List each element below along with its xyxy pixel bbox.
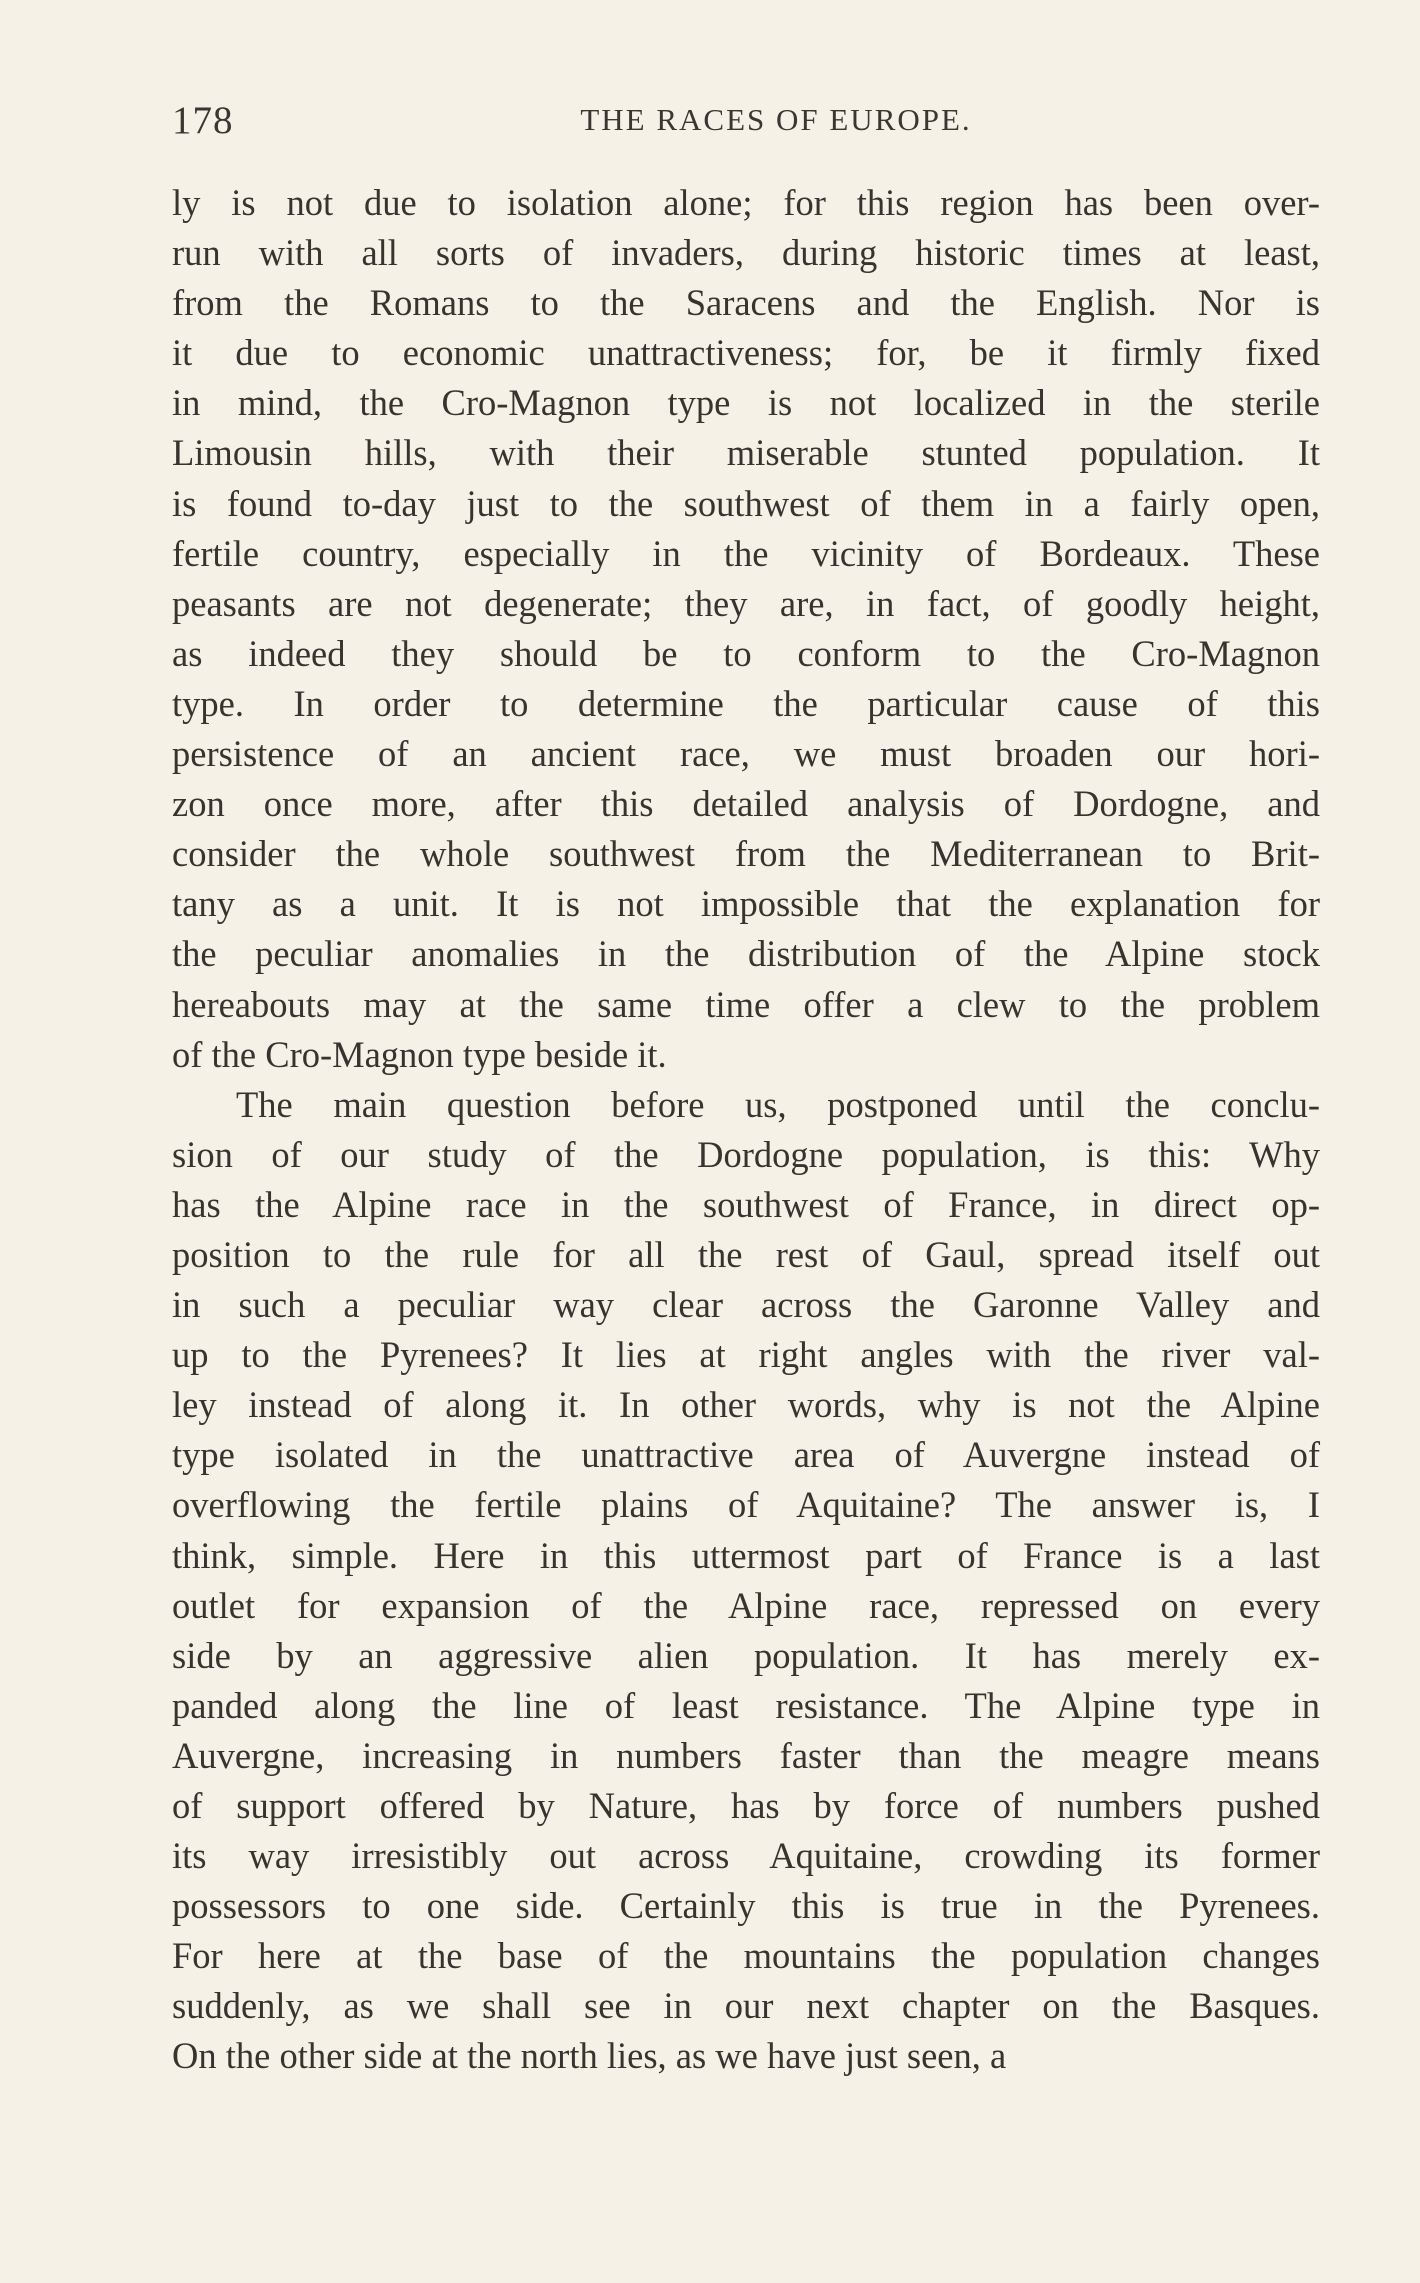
paragraph [172,1080,1320,2082]
text-line: the peculiar anomalies in the distribution of the Alpine stock [172,933,1320,975]
text-line: Limousin hills, with their miserable stunted population. It [172,432,1320,474]
text-line: run with all sorts of invaders, during historic times at least, [172,232,1320,274]
text-line: think, simple. Here in this uttermost part of France is a last [172,1534,1320,1576]
text-line: sion of our study of the Dordogne population, is this: Why [172,1133,1320,1175]
paragraph [172,178,1320,1080]
text-line: is found to-day just to the southwest of them in a fairly open, [172,482,1320,524]
text-line: up to the Pyrenees? It lies at right angles with the river val- [172,1334,1320,1376]
paragraphs [172,178,1320,2082]
text-line: consider the whole southwest from the Mediterranean to Brit- [172,833,1320,875]
text-line: of support offered by Nature, has by force of numbers pushed [172,1785,1320,1826]
running-head [172,92,1320,152]
text-line: panded along the line of least resistance. The Alpine type in [172,1684,1320,1726]
text-line: For here at the base of the mountains the population changes [172,1935,1320,1977]
text-line: suddenly, as we shall see in our next chapter on the Basques. [172,1985,1320,2027]
text-line: peasants are not degenerate; they are, in fact, of goodly height, [172,582,1320,624]
text-line: overflowing the fertile plains of Aquitaine? The answer is, I [172,1484,1320,1526]
text-line: tany as a unit. It is not impossible that the explanation for [172,883,1320,925]
text-line: side by an aggressive alien population. It has merely ex- [172,1634,1320,1676]
text-line: The main question before us, postponed until the conclu- [236,1083,1320,1125]
text-line: in such a peculiar way clear across the Garonne Valley and [172,1284,1320,1326]
page-number: 178 [172,99,234,142]
text-line: it due to economic unattractiveness; for, be it firmly fixed [172,332,1320,374]
running-title: THE RACES OF EUROPE. [580,102,972,137]
text-line: possessors to one side. Certainly this is true in the Pyrenees. [172,1885,1320,1927]
text-line: On the other side at the north lies, as we have just seen, a [172,2035,1007,2077]
text-line: from the Romans to the Saracens and the English. Nor is [172,282,1320,324]
text-line: fertile country, especially in the vicinity of Bordeaux. These [172,532,1320,574]
text-line: Auvergne, increasing in numbers faster than the meagre means [172,1734,1320,1776]
text-line: ley instead of along it. In other words, why is not the Alpine [172,1384,1320,1426]
text-line: as indeed they should be to conform to the Cro-Magnon [172,632,1320,674]
text-line: has the Alpine race in the southwest of France, in direct op- [172,1183,1320,1225]
text-line: persistence of an ancient race, we must broaden our hori- [172,733,1320,775]
text-line: of the Cro-Magnon type beside it. [172,1033,667,1075]
text-line: in mind, the Cro-Magnon type is not localized in the sterile [172,382,1320,424]
text-line: zon once more, after this detailed analysis of Dordogne, and [172,783,1320,825]
text-line: ly is not due to isolation alone; for this region has been over- [172,182,1320,223]
text-line: position to the rule for all the rest of Gaul, spread itself out [172,1233,1320,1275]
text-line: type isolated in the unattractive area of Auvergne instead of [172,1434,1320,1476]
text-line: hereabouts may at the same time offer a clew to the problem [172,983,1320,1025]
text-line: its way irresistibly out across Aquitaine, crowding its former [172,1835,1320,1877]
body-text [172,178,1320,2082]
text-line: type. In order to determine the particular cause of this [172,682,1320,724]
text-line: outlet for expansion of the Alpine race, repressed on every [172,1584,1320,1626]
